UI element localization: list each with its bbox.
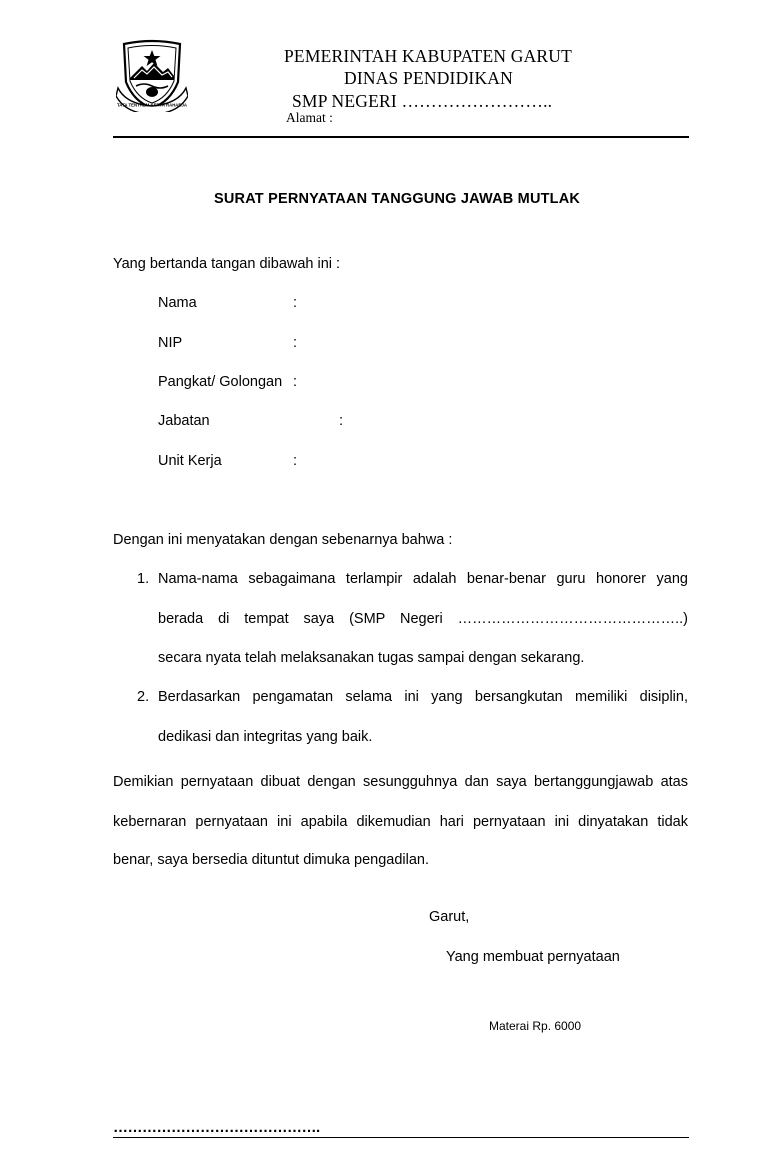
item-number-2: 2. <box>137 689 150 705</box>
field-label-unit-kerja: Unit Kerja <box>158 453 222 469</box>
intro-text: Yang bertanda tangan dibawah ini : <box>113 256 341 272</box>
crest-motto-text: TATA TENTREM KERTA RAHARJA <box>116 102 188 108</box>
field-colon-nip: : <box>293 335 298 351</box>
header-government-line: PEMERINTAH KABUPATEN GARUT <box>284 46 573 66</box>
item-2-line-1: Berdasarkan pengamatan selama ini yang bersangkutan memiliki disiplin, <box>158 689 688 705</box>
item-2-line-2: dedikasi dan integritas yang baik. <box>158 729 373 745</box>
footer-divider <box>113 1137 689 1138</box>
closing-line-3: benar, saya bersedia dituntut dimuka pengadilan. <box>113 852 429 868</box>
signature-maker-label: Yang membuat pernyataan <box>446 949 620 965</box>
field-label-jabatan: Jabatan <box>158 413 210 429</box>
item-1-line-3: secara nyata telah melaksanakan tugas sampai dengan sekarang. <box>158 650 585 666</box>
item-number-1: 1. <box>137 571 150 587</box>
header-agency-line: DINAS PENDIDIKAN <box>344 68 513 88</box>
header-school-line: SMP NEGERI …………………….. <box>292 91 553 111</box>
signer-name-blank: ……………………………………. <box>113 1119 320 1136</box>
garut-regency-crest-logo <box>116 38 188 112</box>
statement-intro: Dengan ini menyatakan dengan sebenarnya bahwa : <box>113 532 453 548</box>
field-label-pangkat: Pangkat/ Golongan <box>158 374 283 390</box>
header-address-label: Alamat : <box>286 110 333 125</box>
field-label-nama: Nama <box>158 295 197 311</box>
closing-line-2: kebernaran pernyataan ini apabila dikemudian hari pernyataan ini dinyatakan tidak <box>113 814 688 830</box>
signature-place: Garut, <box>429 909 470 925</box>
field-colon-unit-kerja: : <box>293 453 298 469</box>
item-1-line-1: Nama-nama sebagaimana terlampir adalah benar-benar guru honorer yang <box>158 571 688 587</box>
materai-label: Materai Rp. 6000 <box>489 1019 582 1033</box>
field-colon-pangkat: : <box>293 374 298 390</box>
closing-line-1: Demikian pernyataan dibuat dengan sesungguhnya dan saya bertanggungjawab atas <box>113 774 688 790</box>
document-title: SURAT PERNYATAAN TANGGUNG JAWAB MUTLAK <box>214 191 581 207</box>
header-divider <box>113 136 689 138</box>
field-colon-nama: : <box>293 295 298 311</box>
item-1-line-2: berada di tempat saya (SMP Negeri ………………………………………..) <box>158 611 688 627</box>
field-colon-jabatan: : <box>339 413 344 429</box>
field-label-nip: NIP <box>158 335 183 351</box>
